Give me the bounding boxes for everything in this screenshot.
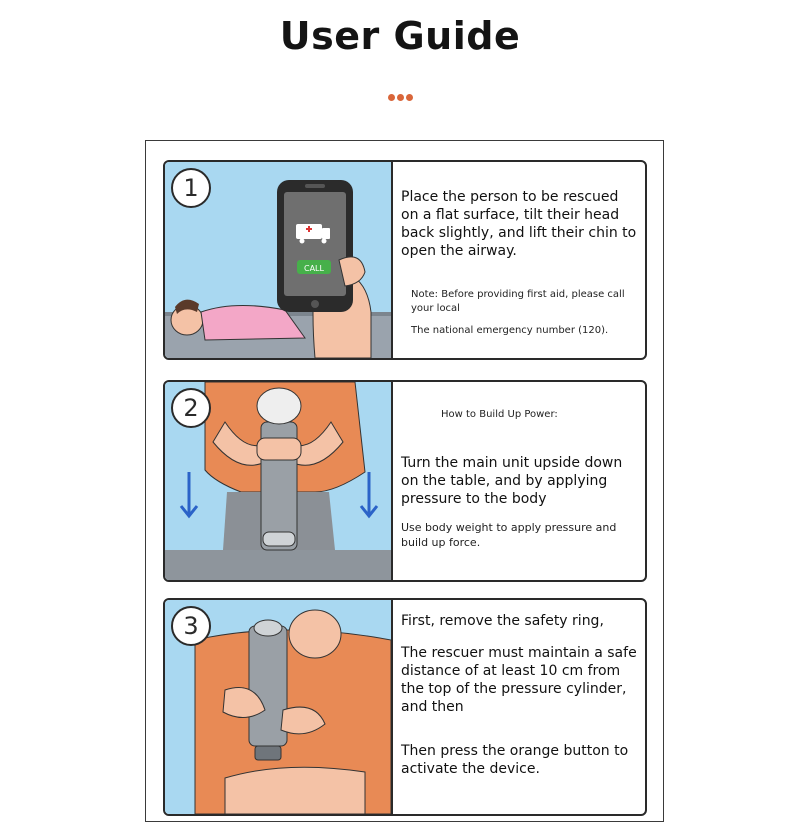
step-3-text-2: The rescuer must maintain a safe distance of at least 10 cm from the top of the pressure cylinder, and then [401, 645, 637, 715]
title-decoration-dots [0, 86, 800, 105]
dot-icon [406, 94, 413, 101]
step-2-main-text: Turn the main unit upside down on the table, and by applying pressure to the body [401, 455, 623, 507]
step-1-illustration [165, 162, 393, 358]
page-title: User Guide [279, 14, 521, 58]
dot-icon [397, 94, 404, 101]
call-button-label: CALL [304, 264, 324, 273]
step-card-1 [163, 160, 647, 360]
step-2-note: Use body weight to apply pressure and build up force. [401, 521, 617, 549]
step-1-note: Note: Before providing first aid, please call your local [411, 289, 625, 314]
down-arrow-icon [181, 472, 197, 516]
phone-icon [277, 180, 353, 312]
step-2-illustration [165, 382, 393, 580]
step-1-main-text: Place the person to be rescued on a flat surface, tilt their head back slightly, and lift their chin to open the airway. [401, 189, 637, 259]
step-card-3 [163, 598, 647, 816]
step-1-note-2: The national emergency number (120). [411, 325, 609, 336]
step-number-badge: 1 [171, 168, 211, 208]
step-3-text-1: First, remove the safety ring, [401, 613, 604, 629]
step-number-badge: 2 [171, 388, 211, 428]
step-number-badge: 3 [171, 606, 211, 646]
step-3-illustration [165, 600, 393, 814]
step-card-2 [163, 380, 647, 582]
down-arrow-icon [361, 472, 377, 516]
step-3-text-3: Then press the orange button to activate the device. [401, 743, 629, 777]
step-2-heading: How to Build Up Power: [441, 409, 558, 420]
dot-icon [388, 94, 395, 101]
